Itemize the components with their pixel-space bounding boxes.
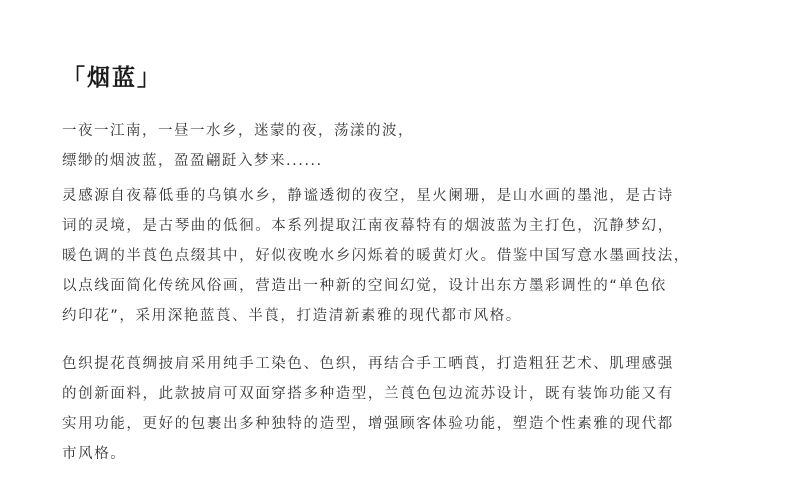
paragraph-line: 实用功能，更好的包裹出多种独特的造型，增强顾客体验功能，塑造个性素雅的现代都	[62, 416, 674, 432]
paragraph-line: 词的灵境，是古琴曲的低徊。本系列提取江南夜幕特有的烟波蓝为主打色，沉静梦幻，	[62, 218, 674, 234]
paragraph-line: 灵感源自夜幕低垂的乌镇水乡，静谧透彻的夜空，星火阑珊，是山水画的墨池，是古诗	[62, 188, 674, 204]
paragraph-line: 以点线面简化传统风俗画，营造出一种新的空间幻觉，设计出东方墨彩调性的“单色依	[62, 278, 667, 294]
page-title: 「烟蓝」	[62, 64, 162, 91]
intro-line: 一夜一江南，一昼一水乡，迷蒙的夜，荡漾的波，	[62, 123, 414, 139]
intro-verse	[62, 116, 762, 176]
intro-line: 缥缈的烟波蓝，盈盈翩跹入梦来......	[62, 153, 323, 169]
paragraph-line: 色织提花莨绸披肩采用纯手工染色、色织，再结合手工晒莨，打造粗狂艺术、肌理感强	[62, 356, 674, 372]
paragraph-line: 市风格。	[62, 446, 127, 462]
paragraph-line: 约印花”，采用深艳蓝莨、半莨，打造清新素雅的现代都市风格。	[62, 308, 522, 324]
paragraph-line: 的创新面料，此款披肩可双面穿搭多种造型，兰莨色包边流苏设计，既有装饰功能又有	[62, 386, 674, 402]
paragraph-line: 暖色调的半莨色点缀其中，好似夜晚水乡闪烁着的暖黄灯火。借鉴中国写意水墨画技法，	[62, 248, 690, 264]
product-paragraph	[62, 349, 762, 469]
inspiration-paragraph	[62, 181, 762, 331]
